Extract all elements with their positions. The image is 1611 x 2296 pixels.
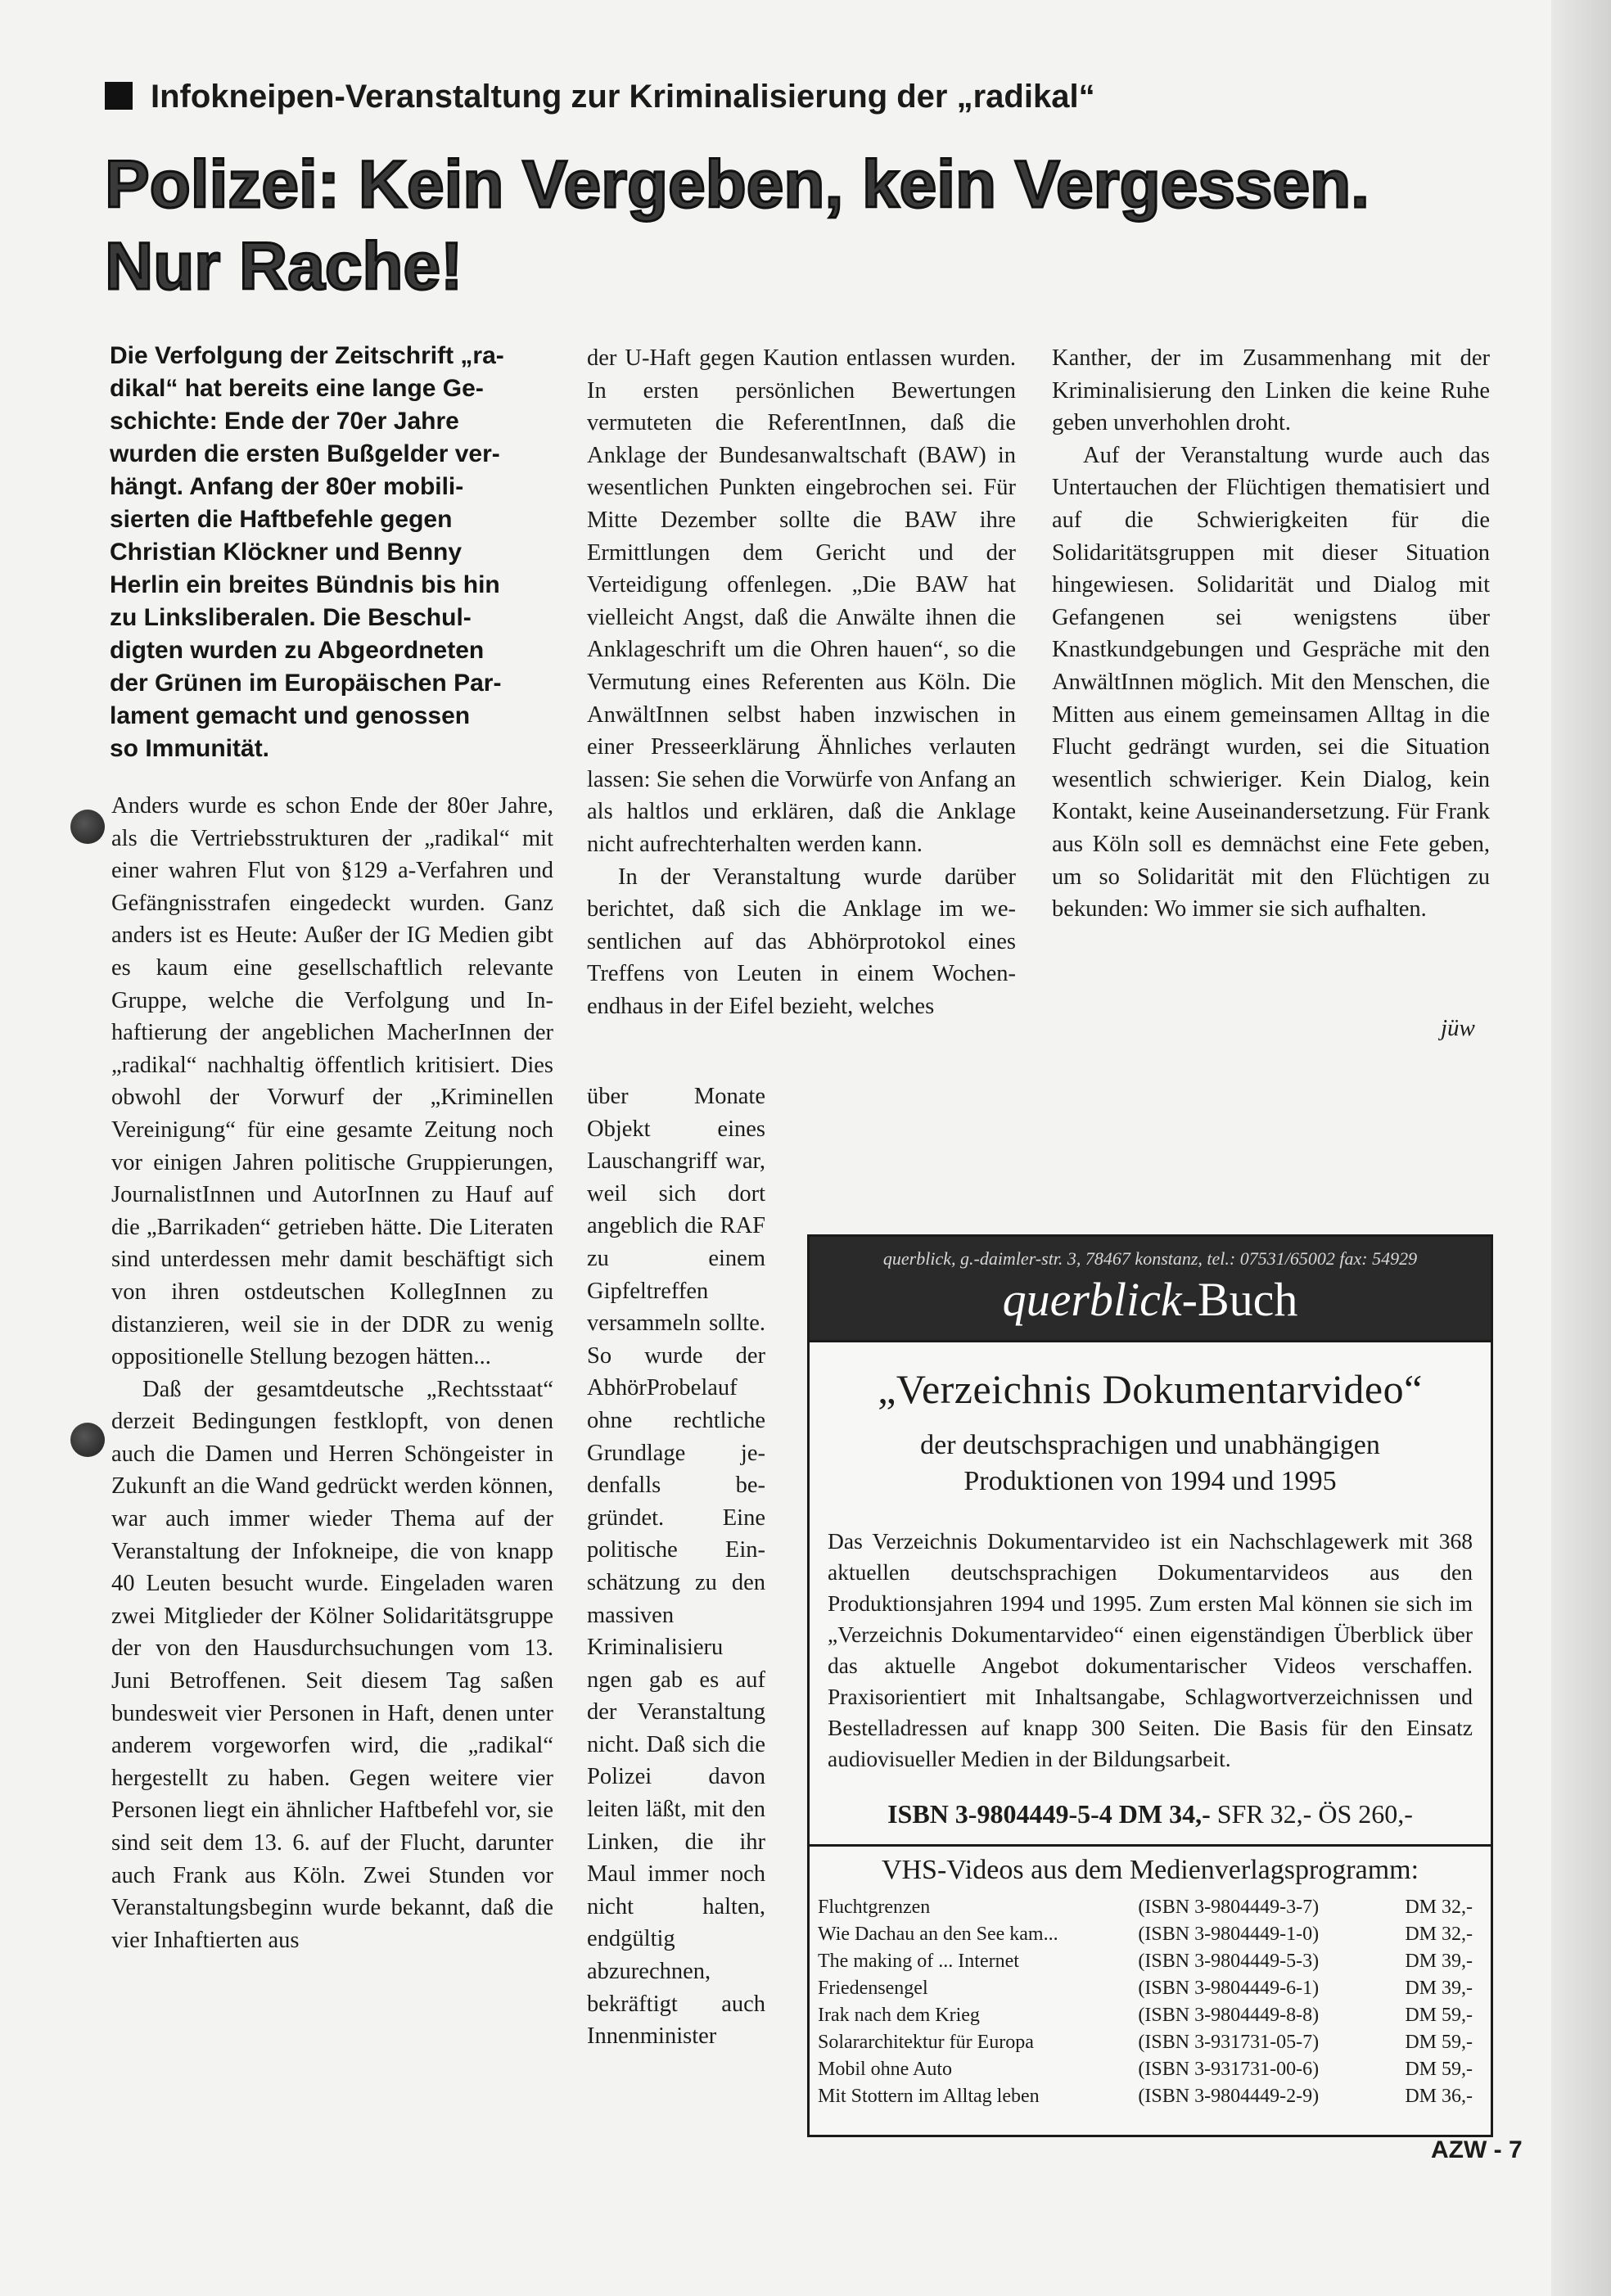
ad-divider <box>810 1844 1491 1847</box>
headline-line-2: Nur Rache! <box>105 229 463 304</box>
body-paragraph: In der Veranstaltung wurde darüber berichtet, daß sich die Anklage im wesentlichen auf das Abhörprotokol eines Treffens von Leuten in einem Wochenendhaus in der Eifel bezieht, welches <box>587 864 1016 1019</box>
body-paragraph: über Monate Objekt eines Lauschangriff war, weil sich dort angeblich die RAF zu einem Gipfeltreffen versammeln sollte. So wurde der AbhörProbelauf ohne rechtliche Grundlage jedenfalls begründet. Eine politische Einschätzung zu den massiven Kriminalisieru ngen gab es auf der Veranstaltung nicht. Daß sich die Polizei davon leiten läßt, mit den Linken, die ihr Maul immer noch nicht halten, endgültig abzurechnen, bekräftigt auch Innenminister <box>587 1084 765 2050</box>
punch-hole-icon <box>70 810 105 844</box>
list-item <box>810 1894 1491 1921</box>
lead-line: hängt. Anfang der 80er mobili- <box>110 473 464 500</box>
body-paragraph: Auf der Veranstaltung wurde auch das Untertauchen der Flüchtigen thematisiert und auf die Schwierigkeiten für die Solidaritätsgruppen mit dieser Situation hingewiesen. Solidarität und Dialog mit Gefangenen sei wenigstens über Knastkundgebungen und Gespräche mit den AnwältInnen möglich. Mit den Menschen, die Mitten aus einem gemeinsamen Alltag in die Flucht gedrängt wurden, sei die Situation wesentlich schwieriger. Kein Dialog, kein Kontakt, keine Auseinandersetzung. Für Frank aus Köln soll es demnächst eine Fete geben, um so Solidarität mit den Flüchtigen zu bekunden: Wo immer sie sich aufhalten. <box>1052 442 1490 922</box>
ad-brand-italic: querblick <box>1002 1273 1182 1326</box>
vhs-isbn: (ISBN 3-9804449-1-0) <box>1138 1924 1320 1945</box>
ad-title: „Verzeichnis Dokumentarvideo“ <box>878 1366 1423 1412</box>
article-column-1 <box>111 790 553 1956</box>
vhs-price: DM 39,- <box>1405 1978 1473 1999</box>
vhs-list <box>810 1894 1491 2110</box>
body-paragraph: der U-Haft gegen Kaution entlassen wurden. In ersten persönlichen Bewertungen vermuteten die ReferentInnen, daß die Anklage der Bundesanwaltschaft (BAW) in wesentlichen Punkten eingebrochen sei. Für Mitte Dezember sollte die BAW ihre Ermittlungen dem Gericht und der Verteidigung offenlegen. „Die BAW hat vielleicht Angst, daß die Anwälte ihnen die Anklageschrift um die Ohren hauen“, so die Vermutung eines Referenten aus Köln. Die AnwältInnen selbst haben inzwischen in einer Presseerklärung Ähnliches verlauten lassen: Sie sehen die Vorwürfe von Anfang an als haltlos und erklären, daß die Anklage nicht aufrechterhalten werden kann. <box>587 345 1016 857</box>
vhs-isbn: (ISBN 3-9804449-2-9) <box>1138 2086 1320 2107</box>
article-lead <box>110 340 556 765</box>
body-paragraph: Daß der gesamtdeutsche „Rechtsstaat“ derzeit Bedingungen festklopft, von denen auch die Damen und Herren Schöngeister in Zukunft an die Wand gedrückt werden können, war auch immer wieder Thema auf der Veranstaltung der Infokneipe, die von knapp 40 Leuten besucht wurde. Eingeladen waren zwei Mitglieder der Kölner Solidaritätsgruppe der von den Hausdurchsuchungen vom 13. Juni Betroffenen. Seit diesem Tag saßen bundesweit vier Personen in Haft, denen unter anderem vorgeworfen wird, die „radikal“ hergestellt zu haben. Gegen weitere vier Personen liegt ein ähnlicher Haftbefehl vor, sie sind seit dem 13. 6. auf der Flucht, darunter auch Frank aus Köln. Zwei Stunden vor Veranstaltungsbeginn wurde bekannt, daß die vier Inhaftierten aus <box>111 1376 553 1953</box>
lead-line: der Grünen im Europäischen Par- <box>110 670 502 697</box>
list-item <box>810 2002 1491 2029</box>
vhs-title: Mit Stottern im Alltag leben <box>818 2086 1040 2107</box>
article-column-3 <box>1052 342 1490 926</box>
ad-isbn-price <box>810 1799 1491 1829</box>
bullet-square-icon <box>105 82 133 110</box>
article-kicker <box>105 79 1095 115</box>
vhs-isbn: (ISBN 3-931731-00-6) <box>1138 2059 1320 2080</box>
article-column-2 <box>587 342 1016 1022</box>
article-headline <box>105 144 1496 308</box>
body-paragraph: Kanther, der im Zusammenhang mit der Kriminalisierung den Linken die keine Ruhe geben unverhohlen droht. <box>1052 345 1490 436</box>
vhs-title: Irak nach dem Krieg <box>818 2005 980 2026</box>
ad-subtitle-line: der deutschsprachigen und unabhängigen <box>920 1430 1380 1460</box>
advertisement-box <box>807 1234 1493 2137</box>
lead-line: lament gemacht und genossen <box>110 702 471 729</box>
lead-line: schichte: Ende der 70er Jahre <box>110 408 459 435</box>
page-edge-shadow <box>1551 0 1611 2296</box>
ad-brand <box>810 1271 1491 1328</box>
lead-line: Herlin ein breites Bündnis bis hin <box>110 571 500 598</box>
lead-line: Christian Klöckner und Benny <box>110 539 463 566</box>
ad-description: Das Verzeichnis Dokumentarvideo ist ein Nachschlagewerk mit 368 aktuellen deutschsprachigen Dokumentarvideos aus den Produktionsjahren 1994 und 1995. Zum ersten Mal können sie sich im „Verzeichnis Dokumentarvideo“ einen eigenständigen Überblick über das aktuelle Angebot dokumentarischer Videos verschaffen. Praxisorientiert mit Inhaltsangabe, Schlagwortverzeichnissen und Bestelladressen auf knapp 300 Seiten. Die Basis für den Einsatz audiovisueller Medien in der Bildungsarbeit. <box>828 1528 1473 1771</box>
list-item <box>810 2083 1491 2110</box>
lead-line: so Immunität. <box>110 735 270 762</box>
vhs-title: Friedensengel <box>818 1978 928 1999</box>
ad-isbn-bold: ISBN 3-9804449-5-4 DM 34,- <box>887 1799 1211 1829</box>
vhs-title: Fluchtgrenzen <box>818 1897 931 1918</box>
ad-subtitle <box>810 1428 1491 1500</box>
article-column-2-narrow <box>587 1080 765 2053</box>
punch-hole-icon <box>70 1423 105 1457</box>
ad-isbn-rest: SFR 32,- ÖS 260,- <box>1210 1799 1413 1829</box>
list-item <box>810 1948 1491 1975</box>
vhs-isbn: (ISBN 3-9804449-6-1) <box>1138 1978 1320 1999</box>
vhs-price: DM 59,- <box>1405 2005 1473 2026</box>
vhs-isbn: (ISBN 3-9804449-3-7) <box>1138 1897 1320 1918</box>
body-paragraph: Anders wurde es schon Ende der 80er Jahre, als die Vertriebsstrukturen der „radikal“ mit einer wahren Flut von §129 a-Verfahren und Gefängnisstrafen eingedeckt wurden. Ganz anders ist es Heute: Außer der IG Medien gibt es kaum eine gesellschaftlich relevante Gruppe, welche die Verfolgung und Inhaftierung der angeblichen MacherInnen der „radikal“ nachhaltig öffentlich kritisiert. Dies obwohl der Vorwurf der „Kriminellen Vereinigung“ für eine gesamte Zeitung noch vor einigen Jahren politische Gruppierungen, JournalistInnen und AutorInnen zu Hauf auf die „Barrikaden“ getrieben hätte. Die Literaten sind unterdessen mehr damit beschäftigt sich von ihren ostdeutschen KollegInnen zu distanzieren, weil sie in der DDR zu wenig oppositionelle Stellung bezogen hätten... <box>111 793 553 1370</box>
lead-line: Die Verfolgung der Zeitschrift „ra- <box>110 342 504 369</box>
vhs-price: DM 59,- <box>1405 2032 1473 2053</box>
headline-line-1: Polizei: Kein Vergeben, kein Vergessen. <box>105 147 1370 222</box>
vhs-title: Mobil ohne Auto <box>818 2059 953 2080</box>
lead-line: sierten die Haftbefehle gegen <box>110 506 453 533</box>
vhs-isbn: (ISBN 3-9804449-5-3) <box>1138 1951 1320 1972</box>
list-item <box>810 2029 1491 2056</box>
author-signature: jüw <box>1441 1015 1475 1041</box>
vhs-price: DM 36,- <box>1405 2086 1473 2107</box>
vhs-price: DM 32,- <box>1405 1924 1473 1945</box>
vhs-isbn: (ISBN 3-931731-05-7) <box>1138 2032 1320 2053</box>
ad-brand-rest: -Buch <box>1181 1273 1298 1326</box>
lead-line: zu Linksliberalen. Die Beschul- <box>110 604 472 631</box>
vhs-isbn: (ISBN 3-9804449-8-8) <box>1138 2005 1320 2026</box>
lead-line: dikal“ hat bereits eine lange Ge- <box>110 375 484 402</box>
vhs-title: Wie Dachau an den See kam... <box>818 1924 1058 1945</box>
ad-vhs-title: VHS-Videos aus dem Medienverlagsprogramm: <box>881 1855 1419 1885</box>
ad-subtitle-line: Produktionen von 1994 und 1995 <box>963 1466 1337 1496</box>
list-item <box>810 1921 1491 1948</box>
kicker-text: Infokneipen-Veranstaltung zur Kriminalisierung der „radikal“ <box>151 79 1095 115</box>
list-item <box>810 1975 1491 2002</box>
list-item <box>810 2056 1491 2083</box>
vhs-price: DM 39,- <box>1405 1951 1473 1972</box>
vhs-title: Solararchitektur für Europa <box>818 2032 1034 2053</box>
vhs-price: DM 59,- <box>1405 2059 1473 2080</box>
lead-line: wurden die ersten Bußgelder ver- <box>110 440 500 467</box>
ad-address: querblick, g.-daimler-str. 3, 78467 konstanz, tel.: 07531/65002 fax: 54929 <box>882 1248 1418 1269</box>
page-folio: AZW - 7 <box>1431 2136 1523 2163</box>
vhs-title: The making of ... Internet <box>818 1951 1019 1972</box>
lead-line: digten wurden zu Abgeordneten <box>110 637 485 664</box>
ad-banner <box>810 1237 1491 1342</box>
vhs-price: DM 32,- <box>1405 1897 1473 1918</box>
